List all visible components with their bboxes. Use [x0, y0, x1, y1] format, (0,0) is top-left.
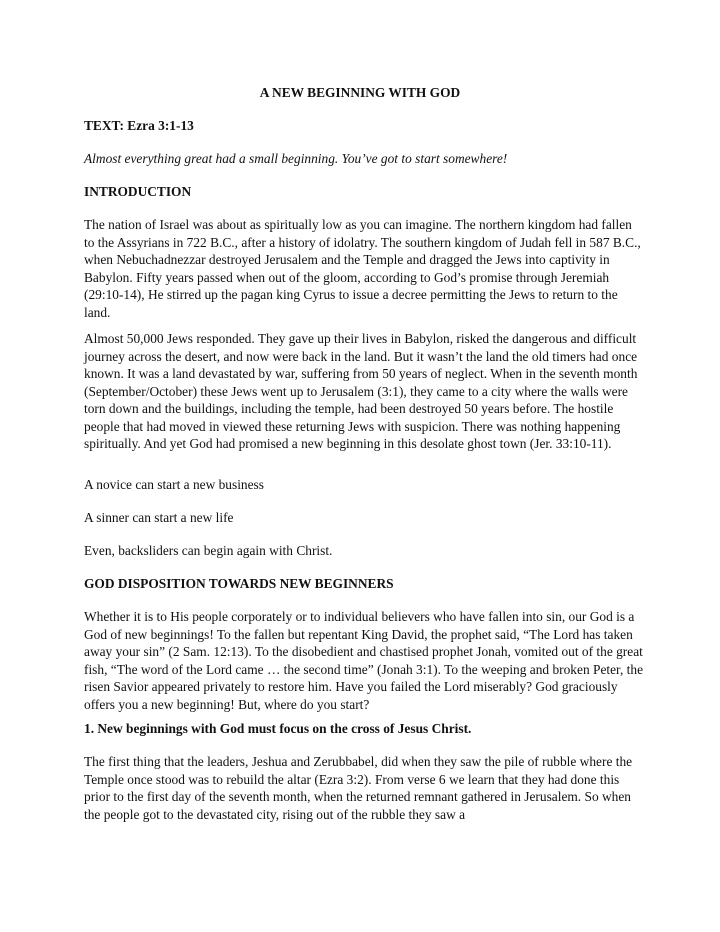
intro-paragraph-1: The nation of Israel was about as spiritually low as you can imagine. The northern kingdom had fallen to the Assyrians in 722 B.C., after a history of idolatry. The southern kingdom of Judah fell in 587 B.C., when Nebuchadnezzar destroyed Jerusalem and the Temple and dragged the Jews into captivity in Babylon. Fifty years passed when out of the gloom, according to God’s promise through Jeremiah (29:10-14), He stirred up the pagan king Cyrus to issue a decree permitting the Jews to return to the land. [84, 217, 641, 320]
epigraph: Almost everything great had a small beginning. You’ve got to start somewhere! [84, 151, 508, 166]
section-heading: GOD DISPOSITION TOWARDS NEW BEGINNERS [84, 576, 394, 591]
line-novice: A novice can start a new business [84, 477, 264, 492]
intro-paragraph-2: Almost 50,000 Jews responded. They gave up their lives in Babylon, risked the dangerous and difficult journey across the desert, and now were back in the land. But it wasn’t the land the old timers had once known. It was a land devastated by war, suffering from 50 years of neglect. When in the seventh month (September/October) these Jews went up to Jerusalem (3:1), they came to a city where the walls were torn down and the buildings, including the temple, had been destroyed 50 years before. The hostile people that had moved in viewed these returning Jews with suspicion. There was nothing happening spiritually. And yet God had promised a new beginning in this desolate ghost town (Jer. 33:10-11). [84, 331, 638, 451]
text-reference: TEXT: Ezra 3:1-13 [84, 118, 194, 133]
line-sinner: A sinner can start a new life [84, 510, 234, 525]
point-1-paragraph-1: The first thing that the leaders, Jeshua and Zerubbabel, did when they saw the pile of rubble where the Temple once stood was to rebuild the altar (Ezra 3:2). From verse 6 we learn that they had done this prior to the first day of the seventh month, when the returned remnant gathered in Jerusalem. So when the people got to the devastated city, rising out of the rubble they saw a [84, 754, 633, 822]
line-backsliders: Even, backsliders can begin again with Christ. [84, 543, 333, 558]
intro-heading: INTRODUCTION [84, 184, 192, 199]
point-1-heading: 1. New beginnings with God must focus on the cross of Jesus Christ. [84, 721, 472, 736]
section-paragraph-1: Whether it is to His people corporately or to individual believers who have fallen into sin, our God is a God of new beginnings! To the fallen but repentant King David, the prophet said, “The Lord has taken away your sin” (2 Sam. 12:13). To the disobedient and chastised prophet Jonah, vomited out of the great fish, “The word of the Lord came … the second time” (Jonah 3:1). To the weeping and broken Peter, the risen Savior appeared privately to restore him. Have you failed the Lord miserably? God graciously offers you a new beginning! But, where do you start? [84, 609, 644, 712]
document-title: A NEW BEGINNING WITH GOD [259, 85, 461, 100]
